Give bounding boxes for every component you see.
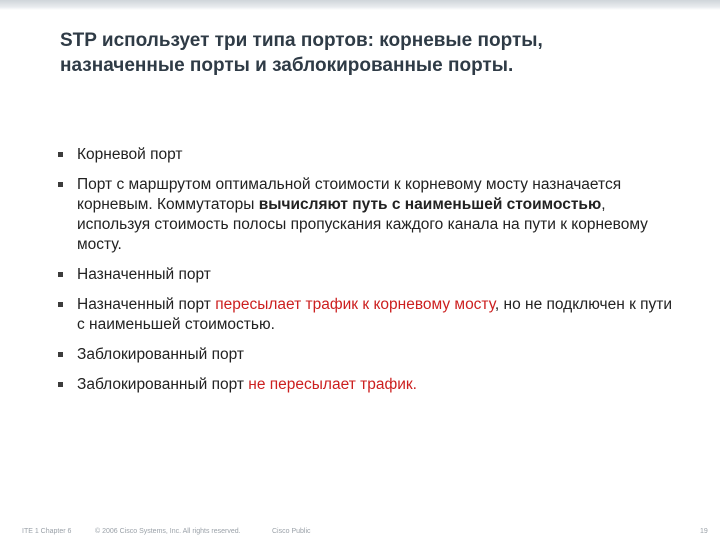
bullet-blocked-port — [58, 345, 678, 365]
footer-copyright: © 2006 Cisco Systems, Inc. All rights reserved. — [95, 528, 241, 535]
slide-footer — [0, 528, 720, 538]
bullet-text: Назначенный порт — [77, 296, 216, 313]
bullet-highlight-text: пересылает трафик к корневому мосту — [215, 296, 495, 313]
bullet-designated-port — [58, 265, 678, 285]
bullet-list — [58, 145, 678, 405]
bullet-bold-text: вычисляют путь с наименьшей стоимостью — [258, 196, 602, 213]
bullet-blocked-port-desc — [58, 375, 678, 395]
bullet-designated-port-desc — [58, 295, 678, 335]
bullet-square-icon — [58, 182, 63, 187]
top-border — [0, 0, 720, 10]
title-line-1: STP использует три типа портов: корневые порты, — [60, 30, 543, 51]
bullet-square-icon — [58, 152, 63, 157]
bullet-text: , используя стоимость полосы пропускания каждого канала на пути к корневому мосту. — [77, 196, 648, 253]
bullet-text: Порт с маршрутом оптимальной стоимости к корневому мосту назначается корневым. Коммутаторы — [77, 176, 622, 213]
page-number: 19 — [700, 528, 708, 535]
bullet-highlight-text: не пересылает трафик. — [248, 376, 417, 393]
title-line-2: назначенные порты и заблокированные порты. — [60, 55, 514, 76]
bullet-text: Заблокированный порт — [77, 376, 249, 393]
slide-title — [60, 28, 700, 78]
bullet-text: Заблокированный порт — [77, 346, 244, 363]
footer-public: Cisco Public — [272, 528, 311, 535]
bullet-square-icon — [58, 302, 63, 307]
bullet-root-port-desc — [58, 175, 678, 255]
bullet-square-icon — [58, 352, 63, 357]
bullet-square-icon — [58, 382, 63, 387]
bullet-text: Назначенный порт — [77, 266, 211, 283]
bullet-text: Корневой порт — [77, 146, 183, 163]
bullet-root-port — [58, 145, 678, 165]
bullet-text: , но не подключен к пути с наименьшей стоимостью. — [77, 296, 673, 333]
bullet-square-icon — [58, 272, 63, 277]
footer-course: ITE 1 Chapter 6 — [22, 528, 72, 535]
